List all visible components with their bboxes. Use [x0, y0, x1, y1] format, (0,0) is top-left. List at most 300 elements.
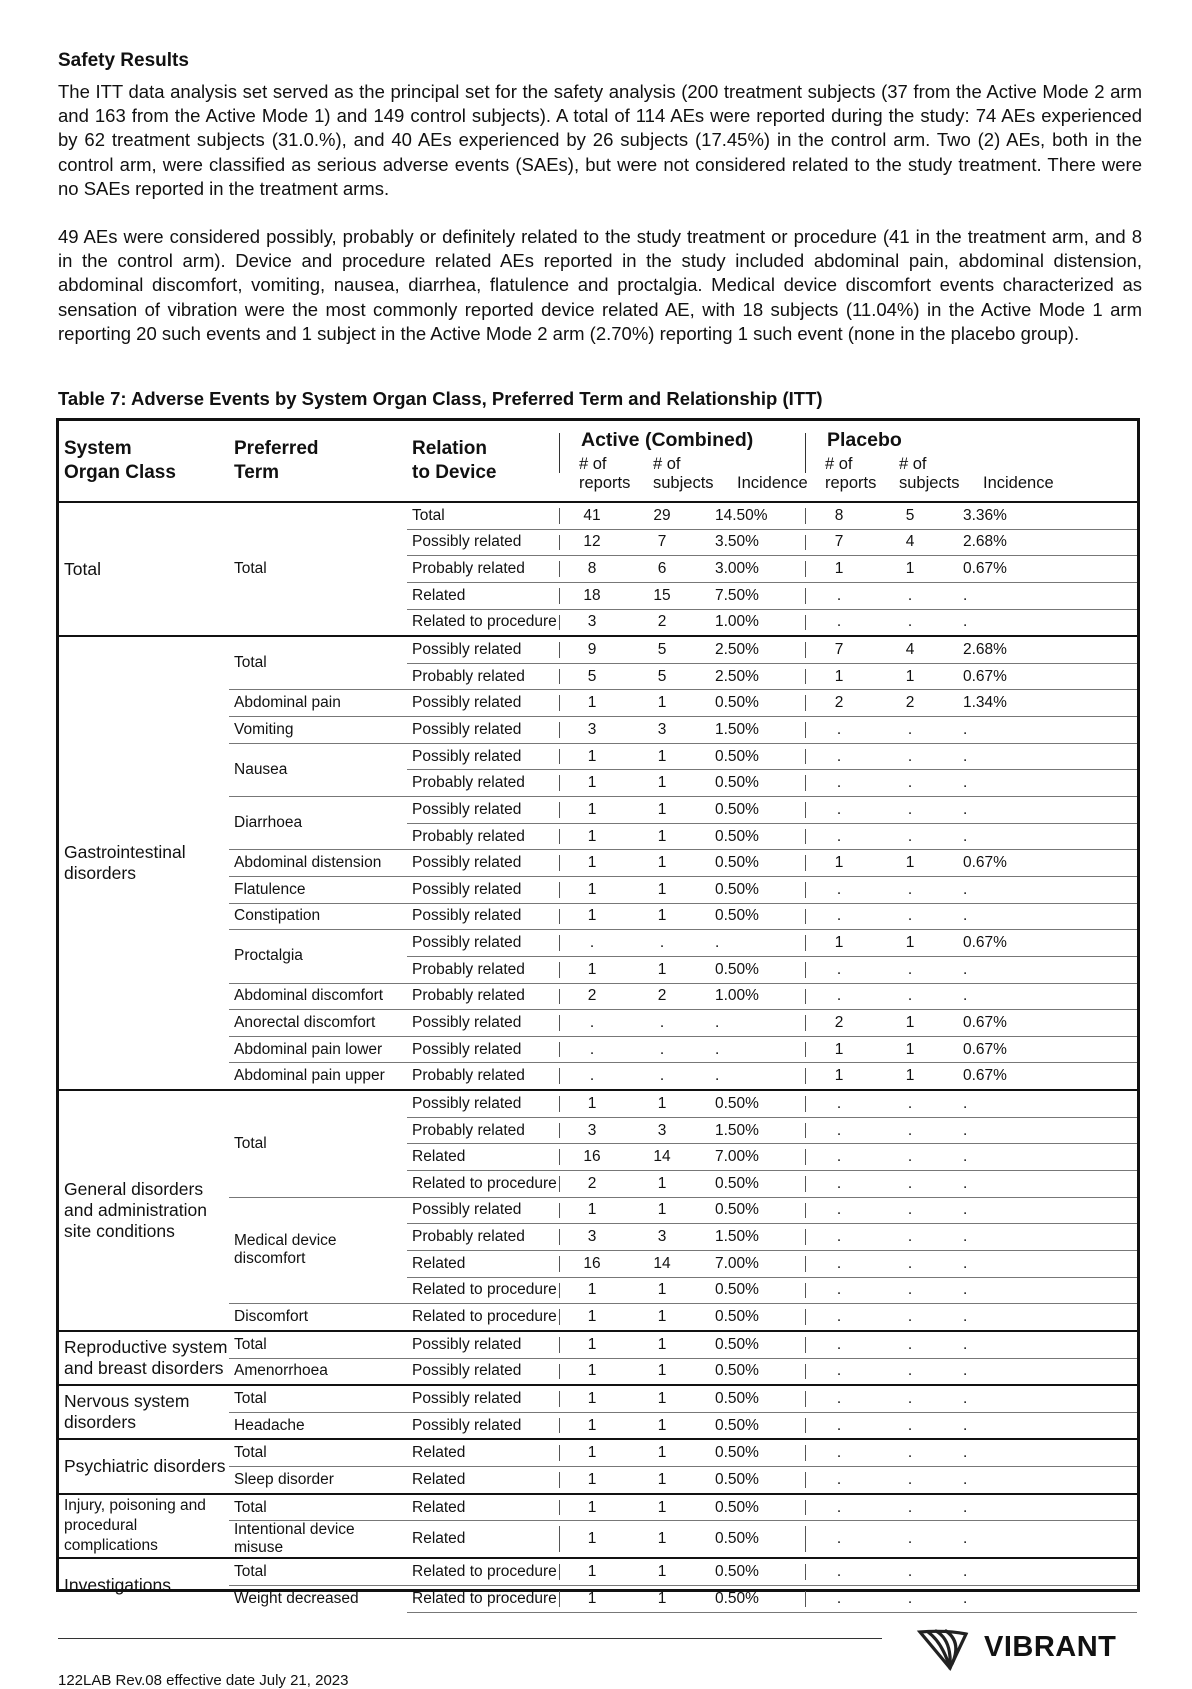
placebo-incidence-cell: . — [947, 1250, 1137, 1277]
active-incidence-cell: 7.00% — [699, 1144, 805, 1171]
active-subjects-header: # of subjects — [653, 455, 714, 492]
active-subjects-cell: 14 — [625, 1144, 699, 1171]
placebo-incidence-cell: . — [947, 1558, 1137, 1585]
active-subjects-cell: 1 — [625, 1277, 699, 1304]
placebo-incidence-cell: . — [947, 770, 1137, 797]
placebo-subjects-cell: . — [873, 983, 947, 1010]
table-row — [59, 1385, 1137, 1412]
active-incidence-cell: 0.50% — [699, 1558, 805, 1585]
active-reports-cell: 1 — [559, 1197, 625, 1224]
placebo-incidence-cell: . — [947, 1171, 1137, 1198]
placebo-subjects-cell: . — [873, 1197, 947, 1224]
placebo-subjects-cell: . — [873, 876, 947, 903]
placebo-subjects-cell: . — [873, 903, 947, 930]
active-reports-cell: 1 — [559, 823, 625, 850]
placebo-reports-cell: . — [805, 1117, 873, 1144]
active-reports-cell: 12 — [559, 529, 625, 556]
placebo-reports-cell: . — [805, 1494, 873, 1521]
active-subjects-cell: 1 — [625, 1171, 699, 1198]
placebo-subjects-cell: 4 — [873, 636, 947, 663]
preferred-term-cell: Total — [229, 1494, 407, 1521]
preferred-term-cell: Abdominal discomfort — [229, 983, 407, 1010]
header-active-combined: Active (Combined) # of reports # of subjects Incidence — [559, 421, 805, 502]
table-header-row — [59, 421, 1137, 502]
active-incidence-cell: 1.00% — [699, 983, 805, 1010]
placebo-subjects-cell: . — [873, 717, 947, 744]
header-separator — [559, 433, 560, 473]
active-subjects-cell: 5 — [625, 663, 699, 690]
table-body — [59, 502, 1137, 1612]
active-incidence-cell: 0.50% — [699, 823, 805, 850]
system-organ-class-cell: Psychiatric disorders — [59, 1439, 229, 1493]
relation-cell: Probably related — [407, 823, 559, 850]
header-preferred-term: Preferred Term — [229, 421, 407, 502]
active-reports-cell: 3 — [559, 717, 625, 744]
active-incidence-cell: . — [699, 1036, 805, 1063]
active-subjects-cell: 15 — [625, 582, 699, 609]
placebo-subjects-cell: 1 — [873, 556, 947, 583]
active-subjects-cell: 1 — [625, 797, 699, 824]
preferred-term-cell: Anorectal discomfort — [229, 1010, 407, 1037]
placebo-reports-cell: . — [805, 1521, 873, 1559]
placebo-incidence-cell: . — [947, 1358, 1137, 1385]
header-system-organ-class: System Organ Class — [59, 421, 229, 502]
placebo-reports-cell: . — [805, 770, 873, 797]
active-reports-cell: 1 — [559, 1090, 625, 1117]
placebo-reports-cell: . — [805, 1558, 873, 1585]
active-reports-cell: 1 — [559, 1277, 625, 1304]
placebo-subjects-cell: . — [873, 743, 947, 770]
relation-cell: Possibly related — [407, 529, 559, 556]
placebo-reports-cell: 1 — [805, 1036, 873, 1063]
placebo-reports-cell: . — [805, 1331, 873, 1358]
active-reports-cell: 1 — [559, 1304, 625, 1331]
active-subjects-cell: 1 — [625, 850, 699, 877]
active-reports-cell: 1 — [559, 903, 625, 930]
placebo-incidence-cell: . — [947, 1144, 1137, 1171]
relation-cell: Related to procedure — [407, 1585, 559, 1612]
relation-cell: Possibly related — [407, 690, 559, 717]
active-incidence-cell: 0.50% — [699, 690, 805, 717]
active-incidence-header: Incidence — [737, 474, 808, 492]
table-row — [59, 1558, 1137, 1585]
placebo-subjects-cell: . — [873, 1144, 947, 1171]
active-incidence-cell: 7.50% — [699, 582, 805, 609]
active-subjects-cell: 1 — [625, 1304, 699, 1331]
preferred-term-cell: Medical device discomfort — [229, 1197, 407, 1304]
active-reports-cell: 1 — [559, 797, 625, 824]
placebo-reports-cell: . — [805, 1412, 873, 1439]
relation-cell: Related — [407, 1521, 559, 1559]
placebo-subjects-cell: . — [873, 797, 947, 824]
active-incidence-cell: 1.50% — [699, 717, 805, 744]
placebo-subjects-cell: 1 — [873, 930, 947, 957]
active-incidence-cell: 0.50% — [699, 903, 805, 930]
placebo-incidence-cell: . — [947, 1521, 1137, 1559]
relation-cell: Possibly related — [407, 850, 559, 877]
active-subjects-cell: 3 — [625, 717, 699, 744]
placebo-subjects-cell: 2 — [873, 690, 947, 717]
active-reports-cell: 1 — [559, 1494, 625, 1521]
placebo-reports-cell: . — [805, 1358, 873, 1385]
active-reports-cell: 41 — [559, 502, 625, 529]
placebo-subjects-cell: 1 — [873, 1010, 947, 1037]
active-reports-cell: 1 — [559, 876, 625, 903]
placebo-subjects-cell: 4 — [873, 529, 947, 556]
footer-doc-reference: 122LAB Rev.08 effective date July 21, 2023 — [58, 1672, 349, 1689]
placebo-subjects-cell: . — [873, 1117, 947, 1144]
preferred-term-cell: Vomiting — [229, 717, 407, 744]
preferred-term-cell: Sleep disorder — [229, 1467, 407, 1494]
placebo-incidence-cell: . — [947, 609, 1137, 636]
active-incidence-cell: 0.50% — [699, 1277, 805, 1304]
placebo-incidence-cell: 0.67% — [947, 930, 1137, 957]
placebo-subjects-cell: 1 — [873, 1036, 947, 1063]
placebo-reports-cell: . — [805, 1304, 873, 1331]
logo-wordmark: VIBRANT — [984, 1631, 1117, 1663]
placebo-subjects-cell: . — [873, 1304, 947, 1331]
placebo-subjects-cell: . — [873, 1385, 947, 1412]
active-subjects-cell: 1 — [625, 1558, 699, 1585]
placebo-reports-cell: 7 — [805, 529, 873, 556]
placebo-reports-cell: . — [805, 1224, 873, 1251]
placebo-incidence-cell: 1.34% — [947, 690, 1137, 717]
active-reports-cell: 3 — [559, 1224, 625, 1251]
placebo-incidence-cell: . — [947, 956, 1137, 983]
placebo-reports-cell: . — [805, 956, 873, 983]
active-incidence-cell: 0.50% — [699, 797, 805, 824]
placebo-incidence-cell: . — [947, 1197, 1137, 1224]
active-subjects-cell: 1 — [625, 956, 699, 983]
preferred-term-cell: Abdominal pain — [229, 690, 407, 717]
placebo-subjects-cell: 5 — [873, 502, 947, 529]
active-subjects-cell: . — [625, 930, 699, 957]
active-subjects-cell: . — [625, 1010, 699, 1037]
active-reports-cell: 5 — [559, 663, 625, 690]
relation-cell: Possibly related — [407, 930, 559, 957]
placebo-reports-cell: . — [805, 983, 873, 1010]
placebo-incidence-cell: 0.67% — [947, 663, 1137, 690]
relation-cell: Related — [407, 1144, 559, 1171]
placebo-subjects-cell: . — [873, 770, 947, 797]
placebo-reports-cell: 7 — [805, 636, 873, 663]
active-reports-cell: 1 — [559, 1412, 625, 1439]
header-relation-to-device: Relation to Device — [407, 421, 559, 502]
placebo-reports-cell: 1 — [805, 850, 873, 877]
placebo-subjects-cell: . — [873, 956, 947, 983]
relation-cell: Related — [407, 1494, 559, 1521]
active-subjects-cell: 1 — [625, 1385, 699, 1412]
relation-cell: Related to procedure — [407, 1558, 559, 1585]
relation-cell: Possibly related — [407, 1090, 559, 1117]
placebo-subjects-cell: . — [873, 1250, 947, 1277]
active-reports-cell: 1 — [559, 1331, 625, 1358]
active-reports-cell: 1 — [559, 956, 625, 983]
active-reports-cell: 1 — [559, 1358, 625, 1385]
relation-cell: Possibly related — [407, 743, 559, 770]
vibrant-logo — [916, 1624, 1146, 1674]
relation-cell: Related to procedure — [407, 1304, 559, 1331]
active-subjects-cell: 14 — [625, 1250, 699, 1277]
placebo-subjects-cell: . — [873, 1558, 947, 1585]
active-subjects-cell: 1 — [625, 876, 699, 903]
relation-cell: Possibly related — [407, 1036, 559, 1063]
adverse-events-table — [59, 421, 1137, 1613]
active-subjects-cell: 1 — [625, 1090, 699, 1117]
active-incidence-cell: 0.50% — [699, 1304, 805, 1331]
placebo-subjects-cell: . — [873, 1171, 947, 1198]
active-incidence-cell: 0.50% — [699, 876, 805, 903]
relation-cell: Probably related — [407, 770, 559, 797]
placebo-subjects-cell: . — [873, 1090, 947, 1117]
active-reports-cell: 8 — [559, 556, 625, 583]
relation-cell: Possibly related — [407, 797, 559, 824]
header-separator — [805, 433, 806, 473]
active-incidence-cell: 0.50% — [699, 1358, 805, 1385]
placebo-reports-cell: 1 — [805, 930, 873, 957]
placebo-reports-cell: . — [805, 717, 873, 744]
relation-cell: Probably related — [407, 556, 559, 583]
active-reports-cell: 1 — [559, 1585, 625, 1612]
relation-cell: Related to procedure — [407, 609, 559, 636]
active-reports-cell: 1 — [559, 1385, 625, 1412]
active-reports-cell: 1 — [559, 1439, 625, 1466]
placebo-reports-cell: . — [805, 1171, 873, 1198]
placebo-reports-cell: . — [805, 1197, 873, 1224]
placebo-subjects-cell: . — [873, 1494, 947, 1521]
active-subjects-cell: 1 — [625, 1331, 699, 1358]
placebo-incidence-cell: 2.68% — [947, 636, 1137, 663]
preferred-term-cell: Constipation — [229, 903, 407, 930]
relation-cell: Probably related — [407, 1063, 559, 1090]
paragraph-related-aes: 49 AEs were considered possibly, probably or definitely related to the study treatment or procedure (41 in the treatment arm, and 8 in the control arm). Device and procedure related AEs reported in the study included abdominal pain, abdominal distension, abdominal discomfort, vomiting, nausea, diarrhea, flatulence and proctalgia. Medical device discomfort events characterized as sensation of vibration were the most commonly reported device related AE, with 18 subjects (11.04%) in the Active Mode 1 arm reporting 20 such events and 1 subject in the Active Mode 2 arm (2.70%) reporting 1 such event (none in the placebo group). — [58, 226, 1142, 344]
placebo-reports-cell: . — [805, 1250, 873, 1277]
placebo-incidence-cell: . — [947, 717, 1137, 744]
placebo-incidence-cell: . — [947, 1224, 1137, 1251]
preferred-term-cell: Total — [229, 1090, 407, 1197]
placebo-reports-cell: . — [805, 823, 873, 850]
active-incidence-cell: 0.50% — [699, 1412, 805, 1439]
active-incidence-cell: 0.50% — [699, 1521, 805, 1559]
table-title: Table 7: Adverse Events by System Organ Class, Preferred Term and Relationship (ITT) — [58, 388, 823, 409]
active-incidence-cell: . — [699, 1063, 805, 1090]
placebo-reports-cell: 1 — [805, 663, 873, 690]
placebo-reports-cell: . — [805, 1090, 873, 1117]
active-reports-cell: 2 — [559, 983, 625, 1010]
active-incidence-cell: 0.50% — [699, 1385, 805, 1412]
relation-cell: Total — [407, 502, 559, 529]
relation-cell: Possibly related — [407, 1197, 559, 1224]
placebo-incidence-cell: . — [947, 876, 1137, 903]
relation-cell: Possibly related — [407, 1010, 559, 1037]
table-row — [59, 1439, 1137, 1466]
active-reports-cell: 1 — [559, 1558, 625, 1585]
placebo-incidence-cell: . — [947, 582, 1137, 609]
preferred-term-cell: Total — [229, 1385, 407, 1412]
placebo-reports-cell: 2 — [805, 1010, 873, 1037]
placebo-subjects-cell: . — [873, 823, 947, 850]
active-subjects-cell: 1 — [625, 743, 699, 770]
relation-cell: Probably related — [407, 956, 559, 983]
placebo-incidence-cell: 2.68% — [947, 529, 1137, 556]
placebo-subjects-cell: . — [873, 609, 947, 636]
preferred-term-cell: Discomfort — [229, 1304, 407, 1331]
placebo-incidence-cell: 0.67% — [947, 1036, 1137, 1063]
active-subjects-cell: 2 — [625, 609, 699, 636]
active-incidence-cell: 7.00% — [699, 1250, 805, 1277]
footer-divider — [58, 1638, 882, 1639]
active-reports-cell: 16 — [559, 1250, 625, 1277]
preferred-term-cell: Total — [229, 1558, 407, 1585]
placebo-subjects-cell: . — [873, 582, 947, 609]
preferred-term-cell: Total — [229, 1331, 407, 1358]
placebo-reports-cell: . — [805, 1439, 873, 1466]
relation-cell: Possibly related — [407, 636, 559, 663]
placebo-reports-cell: . — [805, 1277, 873, 1304]
system-organ-class-cell: Total — [59, 502, 229, 636]
preferred-term-cell: Abdominal distension — [229, 850, 407, 877]
placebo-incidence-cell: 0.67% — [947, 556, 1137, 583]
placebo-reports-cell: . — [805, 1467, 873, 1494]
relation-cell: Possibly related — [407, 876, 559, 903]
active-reports-header: # of reports — [579, 455, 631, 492]
relation-cell: Probably related — [407, 983, 559, 1010]
placebo-subjects-cell: 1 — [873, 663, 947, 690]
preferred-term-cell: Abdominal pain upper — [229, 1063, 407, 1090]
active-reports-cell: 1 — [559, 770, 625, 797]
active-subjects-cell: . — [625, 1036, 699, 1063]
vibrant-logo-icon — [916, 1624, 974, 1674]
active-incidence-cell: 1.50% — [699, 1224, 805, 1251]
paragraph-safety-analysis: The ITT data analysis set served as the principal set for the safety analysis (200 treatment subjects (37 from the Active Mode 2 arm and 163 from the Active Mode 1) and 149 control subjects). A total of 114 AEs were reported during the study: 74 AEs experienced by 62 treatment subjects (31.0.%), and 40 AEs experienced by 26 subjects (17.45%) in the control arm. Two (2) AEs, both in the control arm, were classified as serious adverse events (SAEs), but were not considered related to the study treatment. There were no SAEs reported in the treatment arms. — [58, 81, 1142, 199]
placebo-incidence-header: Incidence — [983, 474, 1054, 492]
active-incidence-cell: 2.50% — [699, 663, 805, 690]
system-organ-class-cell: Reproductive system and breast disorders — [59, 1331, 229, 1385]
placebo-subjects-cell: . — [873, 1358, 947, 1385]
placebo-incidence-cell: . — [947, 1494, 1137, 1521]
active-reports-cell: . — [559, 1036, 625, 1063]
relation-cell: Related — [407, 1467, 559, 1494]
placebo-incidence-cell: . — [947, 1090, 1137, 1117]
relation-cell: Probably related — [407, 1117, 559, 1144]
preferred-term-cell: Weight decreased — [234, 1590, 359, 1608]
active-subjects-cell: 1 — [625, 1197, 699, 1224]
placebo-incidence-cell: 0.67% — [947, 850, 1137, 877]
placebo-incidence-cell: . — [947, 983, 1137, 1010]
active-subjects-cell: 1 — [625, 1494, 699, 1521]
placebo-incidence-cell: 0.67% — [947, 1010, 1137, 1037]
active-incidence-cell: 0.50% — [699, 770, 805, 797]
placebo-incidence-cell: . — [947, 903, 1137, 930]
relation-cell: Related — [407, 582, 559, 609]
placebo-subjects-cell: . — [873, 1412, 947, 1439]
placebo-reports-cell: . — [805, 876, 873, 903]
active-incidence-cell: 0.50% — [699, 1090, 805, 1117]
active-reports-cell: 1 — [559, 1467, 625, 1494]
preferred-term-cell: Total — [229, 502, 407, 636]
preferred-term-cell: Total — [229, 1439, 407, 1466]
active-subjects-cell: 1 — [625, 1585, 699, 1612]
active-reports-cell: 2 — [559, 1171, 625, 1198]
relation-cell: Possibly related — [407, 1412, 559, 1439]
active-incidence-cell: 0.50% — [699, 1494, 805, 1521]
active-subjects-cell: 2 — [625, 983, 699, 1010]
system-organ-class-cell: Nervous system disorders — [59, 1385, 229, 1439]
preferred-term-cell: Amenorrhoea — [229, 1358, 407, 1385]
active-incidence-cell: . — [699, 1010, 805, 1037]
active-subjects-cell: 1 — [625, 903, 699, 930]
placebo-subjects-cell: 1 — [873, 1063, 947, 1090]
active-subjects-cell: 1 — [625, 770, 699, 797]
placebo-subjects-cell: . — [873, 1331, 947, 1358]
active-incidence-cell: 0.50% — [699, 1585, 805, 1612]
placebo-reports-cell: . — [805, 743, 873, 770]
active-reports-cell: 1 — [559, 690, 625, 717]
preferred-term-cell: Headache — [229, 1412, 407, 1439]
relation-cell: Related — [407, 1250, 559, 1277]
active-reports-cell: 18 — [559, 582, 625, 609]
active-incidence-cell: 0.50% — [699, 1331, 805, 1358]
active-subjects-cell: 1 — [625, 690, 699, 717]
section-title: Safety Results — [58, 50, 189, 71]
active-incidence-cell: 1.50% — [699, 1117, 805, 1144]
active-incidence-cell: 0.50% — [699, 956, 805, 983]
relation-cell: Related to procedure — [407, 1171, 559, 1198]
active-subjects-cell: 1 — [625, 1467, 699, 1494]
placebo-incidence-cell: . — [947, 1304, 1137, 1331]
preferred-term-cell: Nausea — [229, 743, 407, 796]
system-organ-class-cell: Gastrointestinal disorders — [59, 636, 229, 1090]
relation-cell: Probably related — [407, 1224, 559, 1251]
header-placebo: Placebo # of reports # of subjects Incidence — [805, 421, 1137, 502]
active-incidence-cell: 14.50% — [699, 502, 805, 529]
preferred-term-cell: Flatulence — [229, 876, 407, 903]
placebo-reports-cell: 8 — [805, 502, 873, 529]
active-incidence-cell: 0.50% — [699, 1171, 805, 1198]
placebo-incidence-cell: . — [947, 1331, 1137, 1358]
placebo-incidence-cell: . — [947, 1277, 1137, 1304]
active-reports-cell: 1 — [559, 1521, 625, 1559]
active-reports-cell: 3 — [559, 1117, 625, 1144]
placebo-incidence-cell: 3.36% — [947, 502, 1137, 529]
preferred-term-cell: Abdominal pain lower — [229, 1036, 407, 1063]
placebo-reports-cell: . — [805, 797, 873, 824]
active-reports-cell: . — [559, 1063, 625, 1090]
active-incidence-cell: 0.50% — [699, 850, 805, 877]
relation-cell: Possibly related — [407, 1358, 559, 1385]
active-incidence-cell: 0.50% — [699, 1439, 805, 1466]
active-incidence-cell: . — [699, 930, 805, 957]
active-reports-cell: . — [559, 1010, 625, 1037]
placebo-reports-cell: 1 — [805, 556, 873, 583]
table-row — [59, 636, 1137, 663]
preferred-term-cell: Diarrhoea — [229, 797, 407, 850]
active-incidence-cell: 1.00% — [699, 609, 805, 636]
placebo-subjects-cell: . — [873, 1521, 947, 1559]
placebo-reports-cell: . — [805, 1385, 873, 1412]
placebo-reports-cell: . — [805, 903, 873, 930]
relation-cell: Related to procedure — [407, 1277, 559, 1304]
active-incidence-cell: 3.00% — [699, 556, 805, 583]
active-reports-cell: . — [559, 930, 625, 957]
relation-cell: Possibly related — [407, 1385, 559, 1412]
active-incidence-cell: 2.50% — [699, 636, 805, 663]
relation-cell: Possibly related — [407, 1331, 559, 1358]
active-incidence-cell: 0.50% — [699, 1197, 805, 1224]
active-subjects-cell: 1 — [625, 1412, 699, 1439]
active-subjects-cell: 29 — [625, 502, 699, 529]
placebo-incidence-cell: . — [947, 1117, 1137, 1144]
